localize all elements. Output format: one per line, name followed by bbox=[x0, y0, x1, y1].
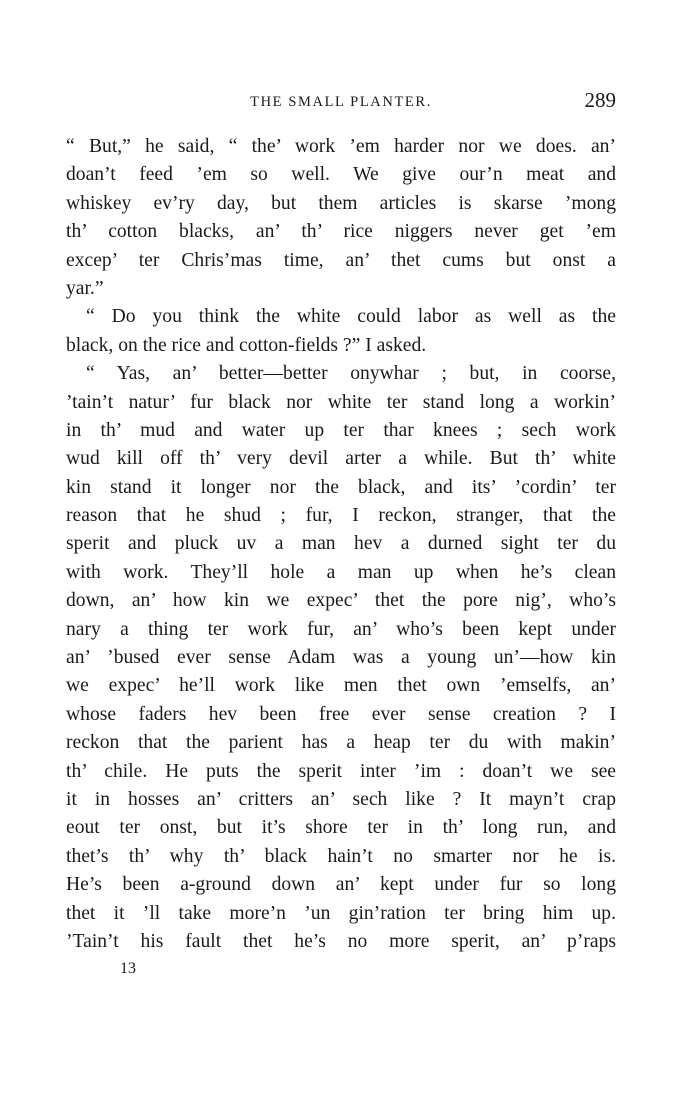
text-line: He’s been a-ground down an’ kept under fur so long bbox=[66, 874, 616, 896]
text-line: thet it ’ll take more’n ’un gin’ration ter bring him up. bbox=[66, 902, 616, 924]
text-line: “ Do you think the white could labor as well as the bbox=[86, 306, 616, 328]
running-title: THE SMALL PLANTER. bbox=[250, 94, 432, 110]
page-number: 289 bbox=[584, 88, 616, 112]
text-line: th’ cotton blacks, an’ th’ rice niggers never get ’em bbox=[66, 221, 616, 243]
text-line: down, an’ how kin we expec’ thet the pore nig’, who’s bbox=[66, 590, 616, 612]
text-line: “ But,” he said, “ the’ work ’em harder nor we does. an’ bbox=[66, 136, 616, 157]
text-line: th’ chile. He puts the sperit inter ’im : doan’t we see bbox=[66, 760, 616, 782]
text-line: “ Yas, an’ better—better onywhar ; but, in coorse, bbox=[86, 363, 616, 385]
text-line: reason that he shud ; fur, I reckon, stranger, that the bbox=[66, 505, 616, 527]
text-line: excep’ ter Chris’mas time, an’ thet cums but onst a bbox=[66, 249, 616, 271]
text-line: whose faders hev been free ever sense creation ? I bbox=[66, 703, 616, 725]
text-line: an’ ’bused ever sense Adam was a young un’—how kin bbox=[66, 647, 616, 669]
text-line: kin stand it longer nor the black, and its’ ’cordin’ ter bbox=[66, 476, 616, 498]
text-line: ’Tain’t his fault thet he’s no more sperit, an’ p’raps bbox=[66, 930, 616, 952]
text-line: sperit and pluck uv a man hev a durned sight ter du bbox=[66, 533, 616, 555]
text-line: we expec’ he’ll work like men thet own ’emselfs, an’ bbox=[66, 675, 616, 697]
text-line: black, on the rice and cotton-fields ?” I asked. bbox=[66, 334, 427, 356]
text-line: eout ter onst, but it’s shore ter in th’ long run, and bbox=[66, 817, 616, 839]
running-head bbox=[66, 88, 616, 118]
signature-mark: 13 bbox=[120, 960, 136, 977]
text-line: nary a thing ter work fur, an’ who’s been kept under bbox=[66, 618, 616, 640]
body-text bbox=[66, 133, 616, 956]
text-line: ’tain’t natur’ fur black nor white ter stand long a workin’ bbox=[66, 391, 616, 413]
text-line: it in hosses an’ critters an’ sech like ? It mayn’t crap bbox=[66, 788, 616, 810]
text-line: yar.” bbox=[66, 277, 104, 299]
text-line: reckon that the parient has a heap ter du with makin’ bbox=[66, 732, 616, 754]
text-line: with work. They’ll hole a man up when he’s clean bbox=[66, 561, 616, 583]
text-line: whiskey ev’ry day, but them articles is skarse ’mong bbox=[66, 192, 616, 214]
text-line: wud kill off th’ very devil arter a while. But th’ white bbox=[66, 448, 616, 470]
text-line: doan’t feed ’em so well. We give our’n meat and bbox=[66, 164, 616, 186]
text-line: in th’ mud and water up ter thar knees ; sech work bbox=[66, 419, 616, 441]
text-line: thet’s th’ why th’ black hain’t no smarter nor he is. bbox=[66, 845, 616, 867]
